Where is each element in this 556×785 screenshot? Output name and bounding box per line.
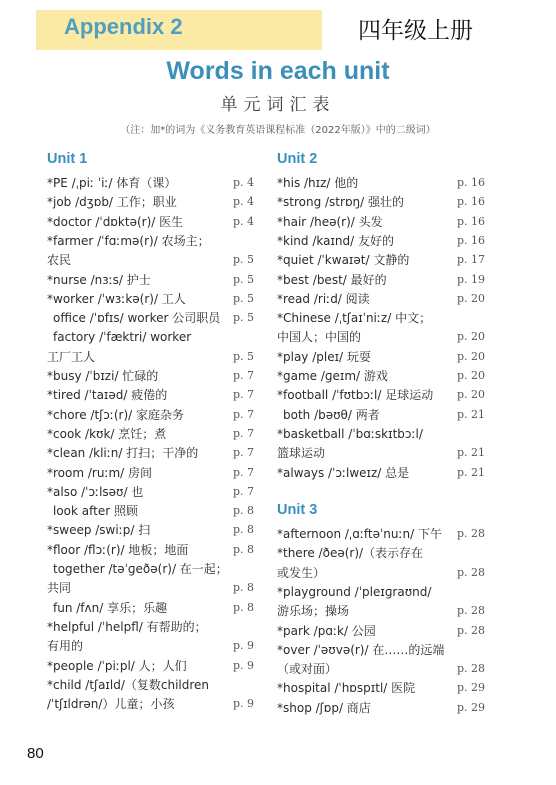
word-entry: *kind /kaɪnd/ 友好的 [277,233,394,248]
page-reference: p. 28 [457,565,486,579]
word-entry: 工厂工人 [47,349,96,364]
page-reference: p. 7 [233,407,255,421]
page-reference: p. 17 [457,253,486,267]
word-entry: *hospital /ˈhɒspɪtl/ 医院 [277,681,416,696]
page-reference: p. 5 [233,311,255,325]
page-reference: p. 21 [457,465,486,479]
word-entry: together /təˈɡeðə(r)/ 在一起； [53,562,228,576]
word-entry: *people /ˈpiːpl/ 人；人们 [47,658,187,673]
word-entry: *his /hɪz/ 他的 [277,176,359,190]
page-reference: p. 20 [457,349,486,363]
page-reference: p. 28 [457,604,486,618]
word-entry: *room /ruːm/ 房间 [47,465,153,480]
word-entry: *football /ˈfʊtbɔːl/ 足球运动 [277,388,434,403]
word-entry: *over /ˈəʊvə(r)/ 在……的远端 [277,642,445,657]
word-entry: *chore /tʃɔː(r)/ 家庭杂务 [47,407,184,422]
page-reference: p. 5 [233,349,255,363]
page-reference: p. 19 [457,272,486,286]
word-entry: *shop /ʃɒp/ 商店 [277,700,371,715]
word-entry: *always /ˈɔːlweɪz/ 总是 [277,465,410,480]
page-reference: p. 21 [457,407,486,421]
word-entry: /ˈtʃɪldrən/）儿童；小孩 [47,697,175,712]
word-entry: *helpful /ˈhelpfl/ 有帮助的； [47,619,207,634]
word-entry: *job /dʒɒb/ 工作；职业 [47,195,177,210]
page-reference: p. 20 [457,330,486,344]
unit-heading-2: Unit 2 [277,151,318,167]
page-reference: p. 20 [457,369,486,382]
word-entry: 共同 [47,581,72,596]
page-reference: p. 7 [233,446,255,460]
word-entry: *child /tʃaɪld/（复数children [47,677,210,692]
word-entry: *playground /ˈpleɪɡraʊnd/ [277,584,432,599]
word-entry: *floor /flɔː(r)/ 地板；地面 [47,542,189,557]
word-entry: factory /ˈfæktri/ worker [53,330,192,345]
page-reference: p. 16 [457,214,486,228]
page-reference: p. 7 [233,465,255,479]
page-reference: p. 28 [457,527,486,540]
word-entry: *read /riːd/ 阅读 [277,291,370,306]
word-entry: （或对面） [277,662,338,677]
word-entry: *clean /kliːn/ 打扫；干净的 [47,446,199,461]
word-entry: *afternoon /ˌɑːftəˈnuːn/ 下午 [277,527,443,541]
page-reference: p. 28 [457,623,486,637]
word-entry: *also /ˈɔːlsəʊ/ 也 [47,484,144,499]
unit-heading-3: Unit 3 [277,502,318,518]
appendix-label: Appendix 2 [64,14,183,39]
unit-heading-1: Unit 1 [47,151,88,167]
word-entry: *strong /strɒŋ/ 强壮的 [277,195,405,210]
word-entry: *farmer /ˈfɑːmə(r)/ 农场主； [47,233,210,248]
page-reference: p. 8 [233,504,255,518]
page-reference: p. 16 [457,195,486,209]
word-entry: 游乐场；操场 [277,604,350,619]
word-entry: *Chinese /ˌtʃaɪˈniːz/ 中文； [277,311,432,326]
word-entry: *best /best/ 最好的 [277,272,387,287]
word-entry: *nurse /nɜːs/ 护士 [47,272,151,287]
page-reference: p. 9 [233,697,255,711]
page-reference: p. 9 [233,639,255,653]
page-reference: p. 20 [457,388,486,402]
word-entry: 农民 [47,253,72,268]
word-entry: fun /fʌn/ 享乐；乐趣 [53,600,168,615]
note-text: （注：加*的词为《义务教育英语课程标准（2022年版）》中的二级词） [120,125,436,136]
word-entry: *tired /ˈtaɪəd/ 疲倦的 [47,388,168,403]
page-reference: p. 4 [233,214,255,228]
word-entry: look after 照顾 [53,504,138,519]
word-entry: *sweep /swiːp/ 扫 [47,523,151,538]
page-reference: p. 4 [233,195,255,209]
word-entry: *busy /ˈbɪzi/ 忙碌的 [47,369,159,383]
page-number: 80 [27,745,44,762]
page-subtitle: 单元词汇表 [220,95,336,115]
page-reference: p. 21 [457,446,486,460]
page-reference: p. 8 [233,542,255,556]
word-entry: *there /ðeə(r)/（表示存在 [277,546,424,561]
page-reference: p. 16 [457,176,486,189]
page-title: Words in each unit [166,57,390,85]
word-entry: 中国人；中国的 [277,330,362,345]
word-entry: *quiet /ˈkwaɪət/ 文静的 [277,253,410,268]
word-entry: *cook /kʊk/ 烹饪；煮 [47,426,167,441]
word-entry: *game /ɡeɪm/ 游戏 [277,369,388,383]
page-reference: p. 5 [233,291,255,305]
page-reference: p. 7 [233,388,255,402]
page-reference: p. 7 [233,484,255,498]
page-reference: p. 4 [233,176,255,189]
page-reference: p. 29 [457,681,486,695]
page-reference: p. 9 [233,658,255,672]
page-reference: p. 7 [233,426,255,440]
word-entry: 或发生） [277,565,326,580]
page-reference: p. 28 [457,662,486,676]
page-reference: p. 5 [233,253,255,267]
page-reference: p. 29 [457,700,486,714]
page-reference: p. 20 [457,291,486,305]
page-reference: p. 5 [233,272,255,286]
page-reference: p. 8 [233,523,255,537]
page-reference: p. 8 [233,600,255,614]
word-entry: *hair /heə(r)/ 头发 [277,214,383,229]
word-entry: *worker /ˈwɜːkə(r)/ 工人 [47,291,186,306]
word-entry: *PE /ˌpiː ˈiː/ 体育（课） [47,176,177,190]
word-entry: office /ˈɒfɪs/ worker 公司职员 [53,311,221,326]
page-reference: p. 7 [233,369,255,382]
word-entry: *play /pleɪ/ 玩耍 [277,349,371,364]
word-entry: *doctor /ˈdɒktə(r)/ 医生 [47,214,184,229]
word-entry: *park /pɑːk/ 公园 [277,623,376,638]
word-entry: both /bəʊθ/ 两者 [283,407,380,422]
word-entry: *basketball /ˈbɑːskɪtbɔːl/ [277,426,423,441]
page-reference: p. 8 [233,581,255,595]
page-reference: p. 16 [457,233,486,247]
grade-label: 四年级上册 [358,18,473,44]
word-entry: 有用的 [47,639,84,654]
word-entry: 篮球运动 [277,446,326,461]
